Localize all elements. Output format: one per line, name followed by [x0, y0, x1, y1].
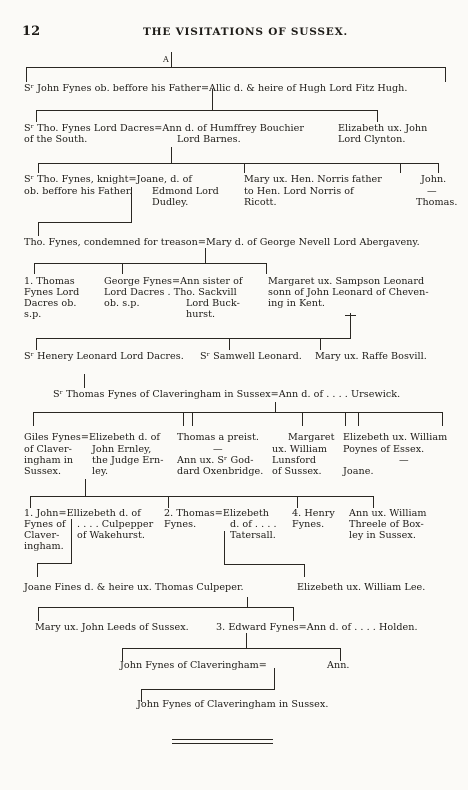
- pedigree-entry: hurst.: [186, 309, 216, 320]
- pedigree-entry: John Ernley,: [92, 444, 152, 455]
- pedigree-entry: Elizebeth ux. William: [343, 432, 448, 443]
- pedigree-entry: Sʳ Thomas Fynes of Claveringham in Sussex=Ann d. of . . . . Ursewick.: [53, 389, 401, 400]
- tree-line: [37, 563, 71, 564]
- tree-line: [304, 564, 305, 577]
- pedigree-entry: —: [427, 186, 437, 197]
- pedigree-entry: the Judge Ern-: [92, 455, 164, 466]
- tree-line: [33, 412, 442, 413]
- pedigree-entry: ob. s.p.: [104, 298, 140, 309]
- pedigree-entry: ley in Sussex.: [349, 530, 416, 541]
- tree-line: [30, 496, 31, 508]
- pedigree-entry: Claver-: [24, 530, 60, 541]
- tree-line: [244, 163, 245, 173]
- tree-line: [400, 163, 401, 173]
- tree-line: [38, 163, 438, 164]
- tree-line: [171, 52, 172, 68]
- tree-line: [38, 222, 39, 236]
- pedigree-entry: John Fynes of Claveringham in Sussex.: [137, 699, 329, 710]
- pedigree-entry: 4. Henry: [292, 508, 335, 519]
- continuation-marker: A: [163, 55, 169, 64]
- pedigree-entry: d. of . . . .: [230, 519, 277, 530]
- pedigree-entry: George Fynes=Ann sister of: [104, 276, 243, 287]
- tree-line: [26, 67, 445, 68]
- tree-line: [358, 412, 359, 426]
- pedigree-entry: ob. beffore his Father.: [24, 186, 133, 197]
- pedigree-entry: Fynes of: [24, 519, 66, 530]
- pedigree-entry: 1. John=Ellizebeth d. of: [24, 508, 141, 519]
- pedigree-entry: John.: [421, 174, 447, 185]
- tree-line: [293, 607, 294, 621]
- tree-line: [445, 67, 446, 82]
- pedigree-entry: of Wakehurst.: [77, 530, 146, 541]
- tree-line: [71, 519, 72, 564]
- running-title: THE VISITATIONS OF SUSSEX.: [143, 26, 349, 38]
- tree-line: [274, 668, 275, 690]
- tree-line: [297, 496, 298, 508]
- pedigree-entry: ing in Kent.: [268, 298, 326, 309]
- pedigree-entry: John Fynes of Claveringham=: [120, 660, 267, 671]
- pedigree-entry: Margaret ux. Sampson Leonard: [268, 276, 425, 287]
- tree-line: [38, 163, 39, 173]
- tree-line: [377, 110, 378, 122]
- pedigree-entry: ingham in: [24, 455, 74, 466]
- pedigree-entry: ingham.: [24, 541, 64, 552]
- pedigree-entry: Sʳ Tho. Fynes Lord Dacres=Ann d. of Humffrey Bouchier: [24, 123, 305, 134]
- pedigree-entry: sonn of John Leonard of Cheven-: [268, 287, 429, 298]
- tree-line: [373, 496, 374, 508]
- pedigree-entry: Margaret: [288, 432, 335, 443]
- tree-line: [122, 263, 123, 274]
- tree-line: [36, 338, 37, 350]
- pedigree-entry: Giles Fynes=Elizebeth d. of: [24, 432, 161, 443]
- tree-line: [302, 412, 303, 426]
- tree-line: [38, 222, 131, 223]
- pedigree-entry: Sʳ Samwell Leonard.: [200, 351, 302, 362]
- tree-line: [37, 563, 38, 577]
- pedigree-entry: —: [213, 444, 223, 455]
- page-number: 12: [22, 24, 41, 39]
- tree-line: [30, 496, 373, 497]
- tree-line: [192, 412, 193, 426]
- pedigree-entry: Joane.: [343, 466, 374, 477]
- pedigree-entry: Tho. Fynes, condemned for treason=Mary d. of George Nevell Lord Abergaveny.: [24, 237, 420, 248]
- pedigree-entry: s.p.: [24, 309, 42, 320]
- pedigree-entry: Mary ux. John Leeds of Sussex.: [35, 622, 189, 633]
- tree-line: [224, 531, 225, 565]
- pedigree-entry: 1. Thomas: [24, 276, 75, 287]
- pedigree-entry: Elizebeth ux. William Lee.: [297, 582, 426, 593]
- pedigree-entry: Sʳ John Fynes ob. beffore his Father=Allic d. & heire of Hugh Lord Fitz Hugh.: [24, 83, 408, 94]
- tree-line: [26, 67, 27, 82]
- tree-line: [33, 412, 34, 426]
- pedigree-entry: to Hen. Lord Norris of: [244, 186, 354, 197]
- tree-line: [350, 313, 351, 339]
- pedigree-entry: Joane Fines d. & heire ux. Thomas Culpeper.: [24, 582, 244, 593]
- pedigree-entry: Tatersall.: [230, 530, 276, 541]
- tree-line: [224, 564, 304, 565]
- pedigree-entry: Thomas.: [416, 197, 458, 208]
- tree-line: [141, 689, 274, 690]
- pedigree-entry: dard Oxenbridge.: [177, 466, 264, 477]
- tree-line: [85, 479, 86, 497]
- pedigree-entry: 3. Edward Fynes=Ann d. of . . . . Holden.: [216, 622, 418, 633]
- pedigree-entry: Sʳ Henery Leonard Lord Dacres.: [24, 351, 184, 362]
- tree-line: [205, 248, 206, 264]
- pedigree-entry: Ann.: [327, 660, 350, 671]
- tree-line: [246, 633, 247, 649]
- tree-line: [171, 147, 172, 164]
- tree-line: [34, 263, 266, 264]
- pedigree-entry: Lunsford: [272, 455, 317, 466]
- tree-line: [442, 412, 443, 426]
- closing-rule: [172, 743, 273, 744]
- tree-line: [122, 648, 340, 649]
- pedigree-entry: Ann ux. William: [349, 508, 427, 519]
- pedigree-entry: Threele of Box-: [349, 519, 424, 530]
- pedigree-entry: ley.: [92, 466, 109, 477]
- pedigree-entry: Mary ux. Raffe Bosvill.: [315, 351, 427, 362]
- tree-line: [320, 338, 321, 350]
- pedigree-entry: ux. William: [272, 444, 328, 455]
- pedigree-entry: Thomas a preist.: [177, 432, 260, 443]
- pedigree-entry: Poynes of Essex.: [343, 444, 425, 455]
- tree-line: [34, 263, 35, 274]
- tree-line: [345, 315, 356, 316]
- tree-line: [229, 338, 230, 350]
- tree-line: [38, 607, 39, 621]
- tree-line: [36, 110, 37, 122]
- pedigree-entry: Dacres ob.: [24, 298, 77, 309]
- pedigree-entry: Mary ux. Hen. Norris father: [244, 174, 382, 185]
- pedigree-entry: Sussex.: [24, 466, 62, 477]
- tree-line: [266, 263, 267, 274]
- pedigree-entry: Ricott.: [244, 197, 277, 208]
- pedigree-entry: Edmond Lord: [152, 186, 219, 197]
- pedigree-entry: Ann ux. Sʳ God-: [177, 455, 254, 466]
- tree-line: [168, 496, 169, 508]
- pedigree-entry: 2. Thomas=Elizebeth: [164, 508, 270, 519]
- pedigree-entry: of Claver-: [24, 444, 72, 455]
- pedigree-entry: Fynes Lord: [24, 287, 80, 298]
- tree-line: [38, 607, 293, 608]
- pedigree-entry: . . . . Culpepper: [77, 519, 154, 530]
- pedigree-entry: Elizabeth ux. John: [338, 123, 428, 134]
- pedigree-entry: Lord Dacres . Tho. Sackvill: [104, 287, 237, 298]
- pedigree-entry: Fynes.: [164, 519, 197, 530]
- pedigree-entry: Sʳ Tho. Fynes, knight=Joane, d. of: [24, 174, 193, 185]
- pedigree-entry: Lord Clynton.: [338, 134, 406, 145]
- tree-line: [183, 412, 184, 426]
- tree-line: [438, 163, 439, 173]
- pedigree-entry: —: [399, 455, 409, 466]
- tree-line: [36, 110, 377, 111]
- pedigree-entry: Lord Buck-: [186, 298, 240, 309]
- pedigree-entry: Dudley.: [152, 197, 189, 208]
- tree-line: [36, 338, 350, 339]
- tree-line: [84, 374, 85, 388]
- pedigree-entry: of Sussex.: [272, 466, 322, 477]
- pedigree-entry: Lord Barnes.: [177, 134, 241, 145]
- closing-rule: [172, 739, 273, 740]
- tree-line: [345, 412, 346, 426]
- pedigree-entry: of the South.: [24, 134, 88, 145]
- pedigree-entry: Fynes.: [292, 519, 325, 530]
